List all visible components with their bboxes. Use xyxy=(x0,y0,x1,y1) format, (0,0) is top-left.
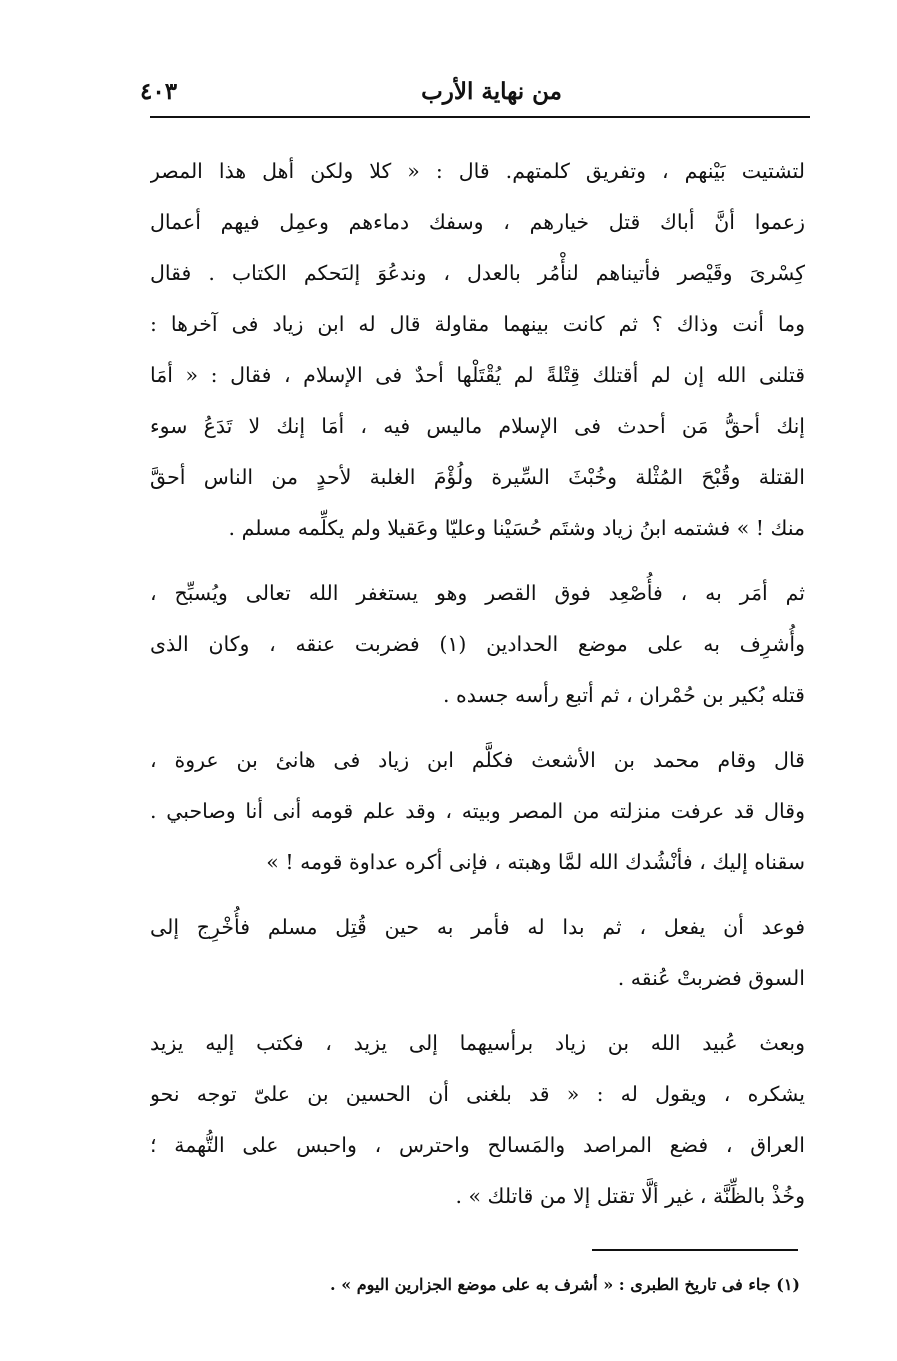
page-header xyxy=(140,70,805,114)
header-rule xyxy=(150,116,810,118)
footnote: (١) جاء فى تاريخ الطبرى : « أشرف به على موضع الجزارين اليوم » . xyxy=(330,1275,800,1294)
body-text xyxy=(150,146,805,1222)
paragraph-3 xyxy=(150,735,805,888)
running-title: من نهاية الأرب xyxy=(421,78,562,105)
footnote-rule xyxy=(592,1249,798,1251)
text-line: وخُذْ بالظِّنَّة ، غير ألَّا تقتل إلا من قاتلك » . xyxy=(455,1184,805,1208)
text-line: سقناه إليك ، فأنْشُدك الله لمَّا وهبته ، فإنى أكره عداوة قومه ! » xyxy=(266,850,805,874)
text-line: فوعد أن يفعل ، ثم بدا له فأمر به حين قُتِل مسلم فأُخْرِج إلى xyxy=(150,915,805,939)
text-line: وبعث عُبيد الله بن زياد برأسيهما إلى يزيد ، فكتب إليه يزيد xyxy=(150,1031,805,1055)
text-line: وأُشرِف به على موضع الحدادين (١) فضربت عنقه ، وكان الذى xyxy=(150,632,805,656)
text-line: قال وقام محمد بن الأشعث فكلَّم ابن زياد فى هانئ بن عروة ، xyxy=(150,748,805,772)
paragraph-2 xyxy=(150,568,805,721)
text-line: لتشتيت بَيْنهم ، وتفريق كلمتهم. قال : « كلا ولكن أهل هذا المصر xyxy=(150,159,805,183)
text-line: القتلة وقُبْحَ المُثْلة وخُبْثَ السِّيرة ولُؤْمَ الغلبة لأحدٍ من الناس أحقَّ xyxy=(150,465,805,489)
text-line: منك ! » فشتمه ابنُ زياد وشتَم حُسَيْنا وعليّا وعَقيلا ولم يكلِّمه مسلم . xyxy=(228,516,805,540)
page-number: ٤٠٣ xyxy=(140,78,178,105)
text-line: ثم أمَر به ، فأُصْعِد فوق القصر وهو يستغفر الله تعالى ويُسبِّح ، xyxy=(150,581,805,605)
text-line: كِسْرىَ وقَيْصر فأتيناهم لنأْمُر بالعدل ، وندعُوَ إلىَحكم الكتاب . فقال xyxy=(150,261,805,285)
text-line: زعموا أنَّ أباك قتل خيارهم ، وسفك دماءهم وعمِل فيهم أعمال xyxy=(150,210,805,234)
text-line: السوق فضربتْ عُنقه . xyxy=(617,966,805,990)
text-line: قتلنى الله إن لم أقتلك قِتْلةً لم يُقْتَلْها أحدٌ فى الإسلام ، فقال : « أمَا xyxy=(150,363,805,387)
text-line: إنك أحقُّ مَن أحدث فى الإسلام ماليس فيه ، أمَا إنك لا تَدَعُ سوء xyxy=(150,414,805,438)
paragraph-4 xyxy=(150,902,805,1004)
text-line: وما أنت وذاك ؟ ثم كانت بينهما مقاولة قال له ابن زياد فى آخرها : xyxy=(150,312,805,336)
paragraph-5 xyxy=(150,1018,805,1222)
text-line: العراق ، فضع المراصد والمَسالح واحترس ، واحبس على التُّهمة ؛ xyxy=(150,1133,805,1157)
text-line: قتله بُكير بن حُمْران ، ثم أتبع رأسه جسده . xyxy=(442,683,805,707)
text-line: وقال قد عرفت منزلته من المصر وبيته ، وقد علم قومه أنى أنا وصاحبي . xyxy=(150,799,805,823)
paragraph-1 xyxy=(150,146,805,554)
text-line: يشكره ، ويقول له : « قد بلغنى أن الحسين بن علىّ توجه نحو xyxy=(150,1082,805,1106)
